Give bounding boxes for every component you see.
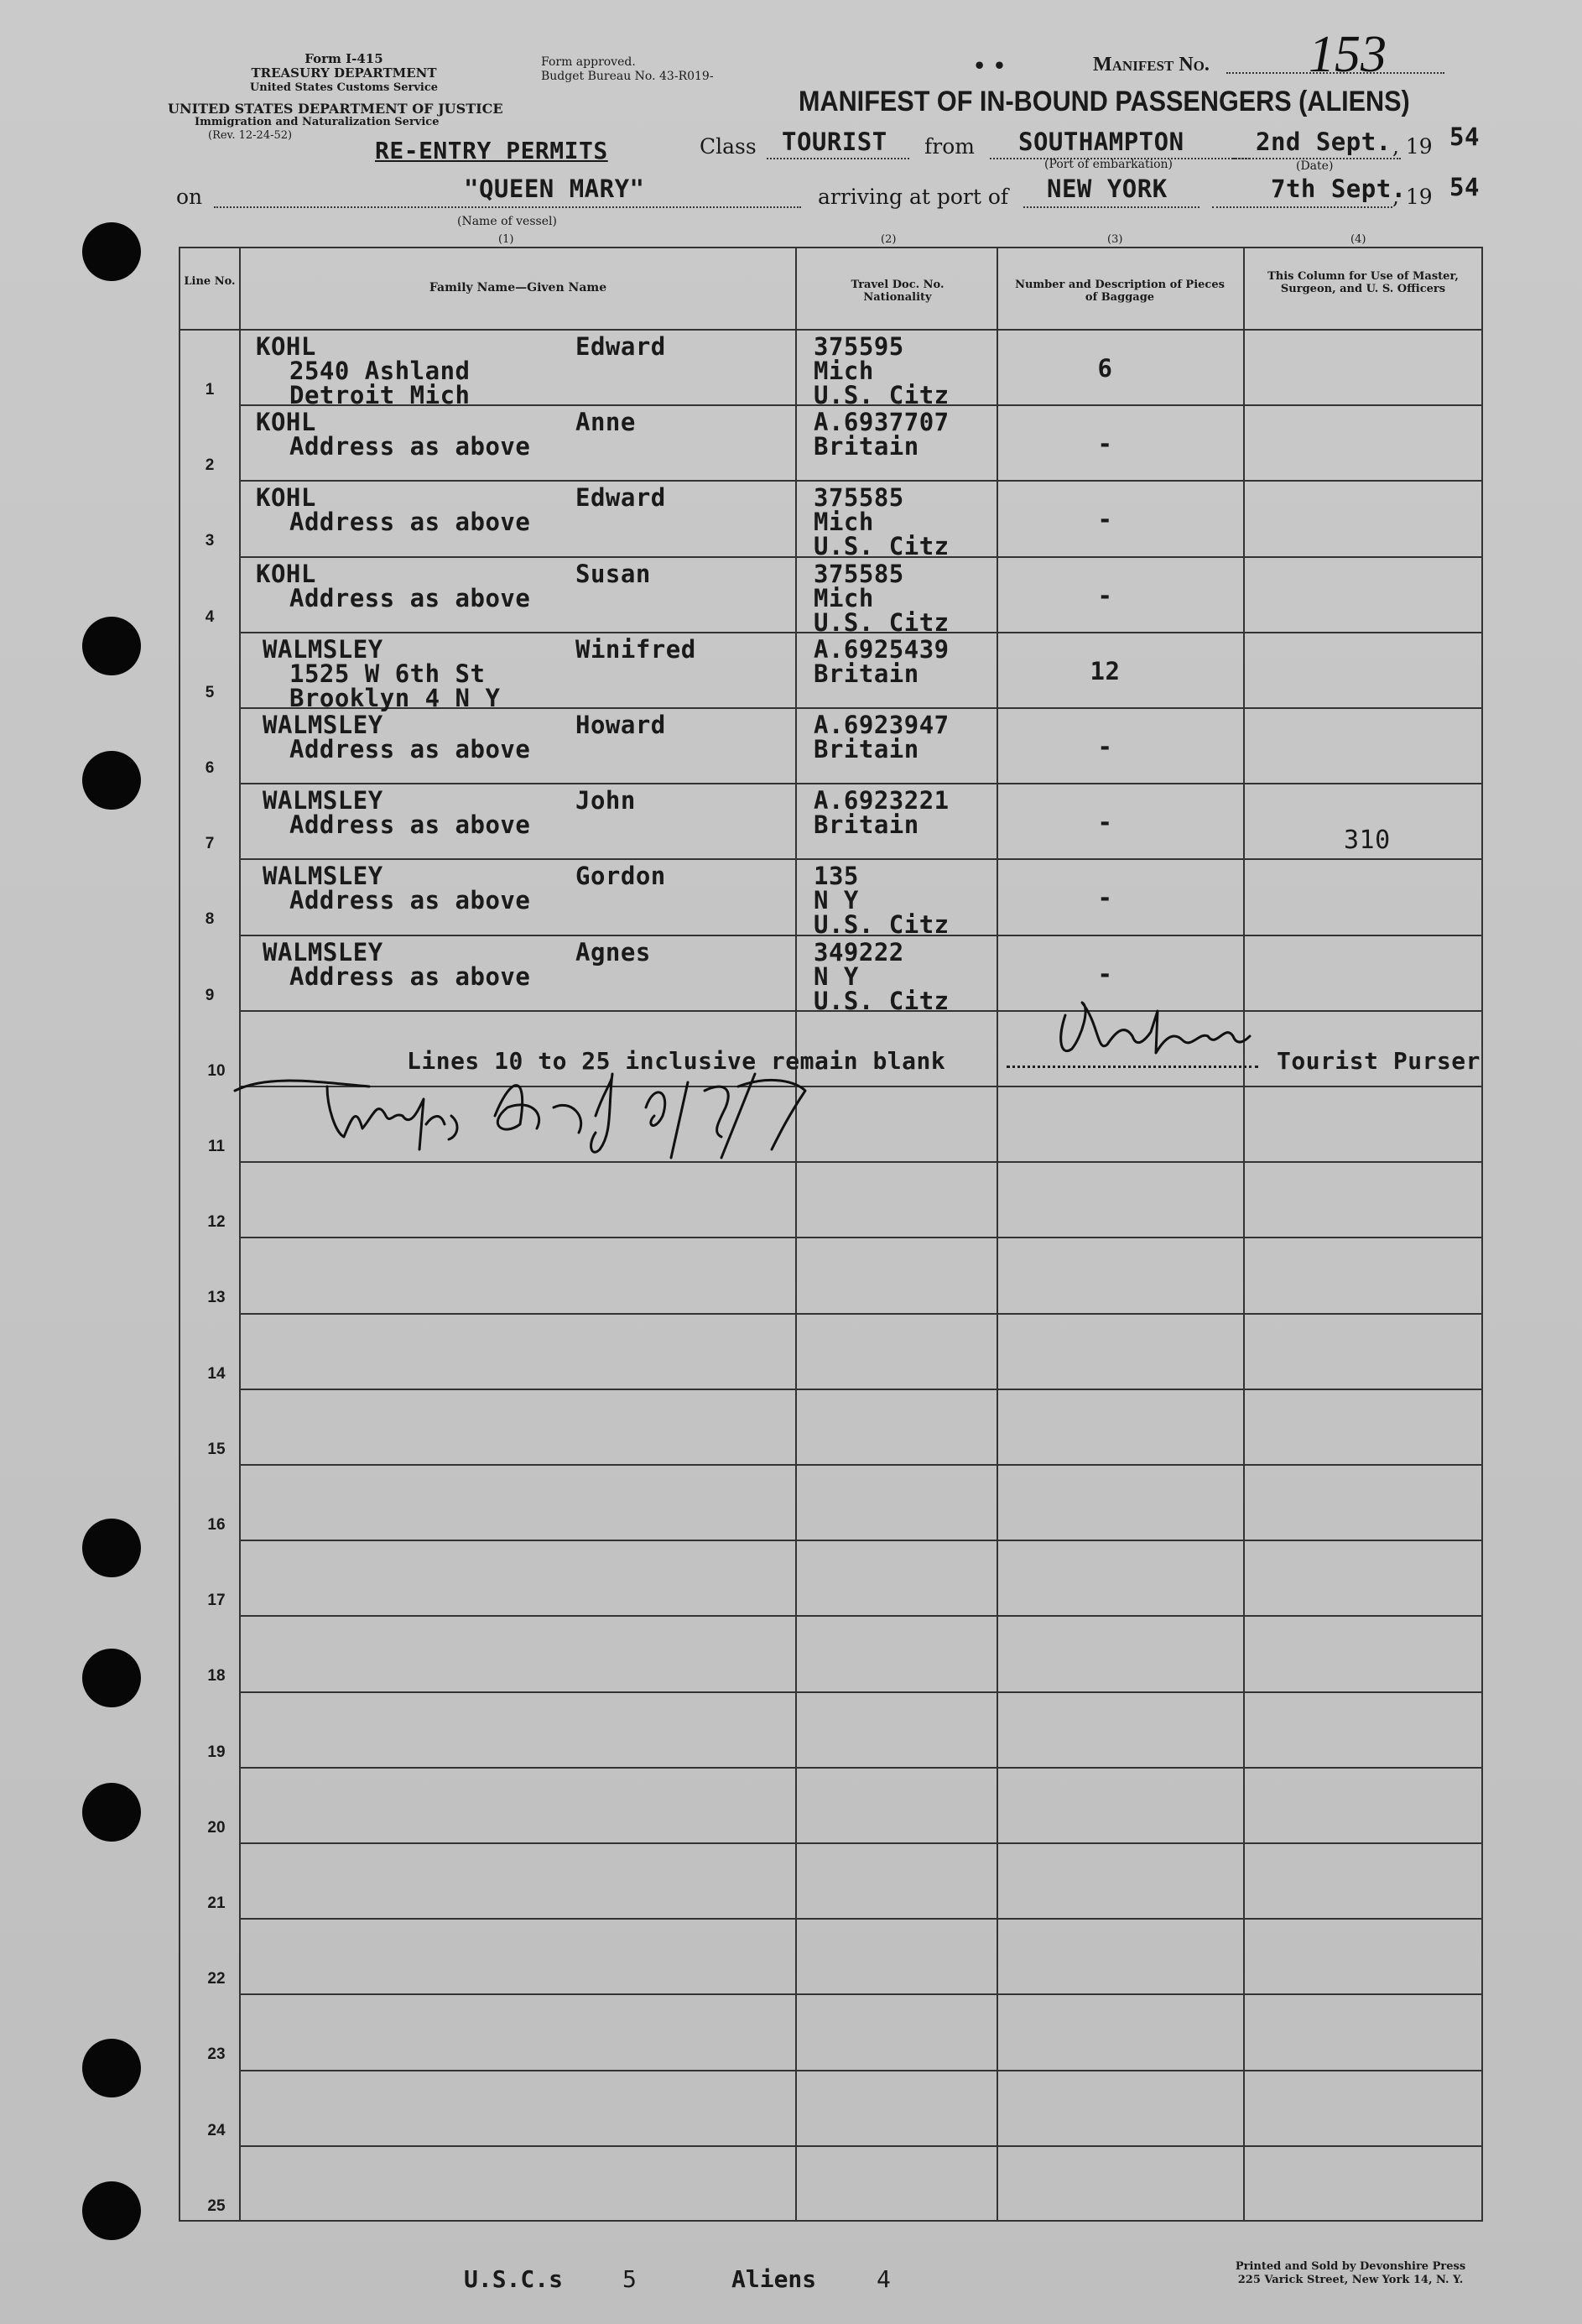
form-approved: Form approved. [541,55,636,69]
col-num-1: (1) [498,233,514,246]
form-number: Form I-415 [304,51,383,66]
baggage-count: - [1097,732,1113,761]
row-divider [239,1389,1481,1390]
address-line-1: Address as above [289,962,531,991]
manifest-title: MANIFEST OF IN-BOUND PASSENGERS (ALIENS) [799,86,1410,117]
baggage-count: 12 [1090,657,1121,685]
date-caption: (Date) [1296,159,1334,173]
empty-line-number: 20 [207,1819,226,1837]
address-line-1: Address as above [289,810,531,839]
col-header-name: Family Name—Given Name [429,281,607,294]
col-num-4: (4) [1350,233,1366,246]
family-name: KOHL [256,560,316,588]
vessel-name: "QUEEN MARY" [464,175,645,203]
form-service: United States Customs Service [249,81,439,94]
class-label: Class [700,134,757,159]
handwritten-signatures [218,990,1560,1175]
arrival-port: NEW YORK [1047,175,1168,203]
empty-line-number: 25 [207,2197,226,2215]
col-header-officers: This Column for Use of Master, Surgeon, and U. S. Officers [1267,270,1459,295]
given-name: Gordon [575,862,666,890]
row-divider [239,1615,1481,1617]
manifest-number: 153 [1309,26,1387,83]
blank-lines-note: Lines 10 to 25 inclusive remain blank [407,1047,946,1075]
binder-hole [82,1649,141,1707]
binder-hole [82,1519,141,1577]
row-divider [239,1237,1481,1238]
col-header-baggage: Number and Description of Pieces of Baggage [1015,279,1225,304]
line-number: 3 [205,532,215,550]
budget-info [541,55,714,84]
budget-number: Budget Bureau No. 43-R019- [541,70,714,83]
address-line-1: 2540 Ashland [289,357,471,385]
family-name: WALMSLEY [263,938,383,967]
address-line-1: Address as above [289,735,531,763]
address-line-1: Address as above [289,584,531,612]
travel-doc-number: 349222 [814,938,904,967]
permits-stamp: RE-ENTRY PERMITS [375,137,608,164]
travel-doc-number: 375585 [814,483,904,512]
arriving-label: arriving at port of [818,185,1009,209]
nationality-line-1: Britain [814,659,919,688]
travel-doc-number: 375585 [814,560,904,588]
nationality-line-1: N Y [814,886,859,914]
line-number: 4 [205,608,215,626]
doj-name: UNITED STATES DEPARTMENT OF JUSTICE [168,101,503,117]
line-number: 5 [205,684,215,701]
row-divider [239,1313,1481,1315]
col-num-2: (2) [881,233,897,246]
binder-hole [82,751,141,810]
empty-line-number: 18 [207,1667,226,1685]
uscs-label: U.S.C.s [464,2265,564,2293]
given-name: Edward [575,483,666,512]
form-revision: (Rev. 12-24-52) [208,129,293,142]
family-name: KOHL [256,332,316,361]
family-name: WALMSLEY [263,711,383,739]
family-name: KOHL [256,408,316,436]
year-prefix: , 19 [1392,185,1433,209]
empty-line-number: 16 [207,1516,226,1534]
nationality-line-2: U.S. Citz [814,910,950,939]
nationality-line-2: U.S. Citz [814,381,950,409]
empty-line-number: 13 [207,1289,226,1306]
port-embark-caption: (Port of embarkation) [1044,158,1173,171]
row-divider [239,1842,1481,1844]
line-number: 6 [205,759,215,777]
family-name: WALMSLEY [263,862,383,890]
margin-note: 310 [1344,826,1391,855]
manifest-dots: • • [973,54,1007,78]
given-name: Winifred [575,635,696,664]
aliens-label: Aliens [731,2265,817,2293]
travel-doc-number: 135 [814,862,859,890]
line-number: 7 [205,835,215,852]
empty-line-number: 24 [207,2122,226,2139]
row-divider [239,480,1481,482]
row-divider [239,1918,1481,1920]
row-divider [239,1993,1481,1995]
binder-hole [82,1783,141,1842]
uscs-count: 5 [622,2265,637,2293]
travel-doc-number: A.6925439 [814,635,950,664]
travel-doc-number: 375595 [814,332,904,361]
row-divider [239,2070,1481,2071]
empty-line-number: 21 [207,1894,226,1912]
form-agency: TREASURY DEPARTMENT [251,65,437,81]
row-divider [239,858,1481,860]
embark-year: 54 [1449,122,1480,151]
vessel-caption: (Name of vessel) [457,215,557,228]
baggage-count: - [1097,960,1113,988]
given-name: Edward [575,332,666,361]
binder-hole [82,2181,141,2240]
empty-line-number: 23 [207,2045,226,2063]
printer-info [1195,2260,1506,2287]
manifest-label: Manifest No. [1093,54,1210,76]
nationality-line-1: Mich [814,584,874,612]
row-divider [239,1540,1481,1541]
given-name: Susan [575,560,651,588]
binder-hole [82,222,141,281]
nationality-line-2: U.S. Citz [814,608,950,637]
baggage-count: - [1097,430,1113,458]
row-divider [239,1767,1481,1769]
col-num-3: (3) [1107,233,1123,246]
family-name: KOHL [256,483,316,512]
aliens-count: 4 [877,2265,891,2293]
nationality-line-1: Britain [814,810,919,839]
given-name: John [575,786,636,815]
col-header-travel-doc: Travel Doc. No. Nationality [851,279,945,304]
nationality-line-1: Mich [814,357,874,385]
arrival-year: 54 [1449,173,1480,201]
row-divider [239,783,1481,784]
family-name: WALMSLEY [263,786,383,815]
from-label: from [924,134,975,159]
empty-line-number: 14 [207,1365,226,1383]
nationality-line-2: U.S. Citz [814,987,950,1015]
empty-line-number: 10 [207,1062,226,1080]
line-number: 2 [205,456,215,474]
row-divider [239,1464,1481,1466]
printer-line-2: 225 Varick Street, New York 14, N. Y. [1237,2274,1464,2286]
purser-title: Tourist Purser [1277,1047,1481,1075]
travel-doc-number: A.6937707 [814,408,950,436]
family-name: WALMSLEY [263,635,383,664]
baggage-count: - [1097,808,1113,836]
empty-line-number: 15 [207,1441,226,1458]
given-name: Howard [575,711,666,739]
nationality-line-1: Britain [814,432,919,461]
row-divider [239,2145,1481,2147]
empty-line-number: 19 [207,1743,226,1761]
binder-hole [82,2039,141,2097]
arrival-date: 7th Sept. [1271,175,1407,203]
ins-name: Immigration and Naturalization Service [195,116,440,128]
line-number: 9 [205,987,215,1004]
class-value: TOURIST [782,128,887,156]
printer-line-1: Printed and Sold by Devonshire Press [1235,2260,1466,2273]
line-number: 1 [205,381,215,399]
travel-doc-number: A.6923947 [814,711,950,739]
on-label: on [176,185,203,209]
binder-hole [82,617,141,675]
empty-line-number: 17 [207,1592,226,1609]
travel-doc-number: A.6923221 [814,786,950,815]
empty-line-number: 11 [207,1138,226,1155]
address-line-1: Address as above [289,432,531,461]
nationality-line-1: Mich [814,508,874,536]
row-divider [239,1691,1481,1693]
given-name: Agnes [575,938,651,967]
nationality-line-2: U.S. Citz [814,532,950,560]
address-line-2: Brooklyn 4 N Y [289,684,501,712]
baggage-count: - [1097,505,1113,534]
col-header-line-no: Line No. [184,275,236,288]
baggage-count: - [1097,581,1113,610]
form-info [226,52,461,95]
given-name: Anne [575,408,636,436]
line-number: 8 [205,910,215,928]
nationality-line-1: N Y [814,962,859,991]
embark-date: 2nd Sept. [1256,128,1392,156]
baggage-count: 6 [1097,354,1113,383]
year-prefix: , 19 [1392,134,1433,159]
address-line-1: Address as above [289,886,531,914]
empty-line-number: 22 [207,1970,226,1988]
embarkation-port: SOUTHAMPTON [1018,128,1184,156]
address-line-2: Detroit Mich [289,381,471,409]
nationality-line-1: Britain [814,735,919,763]
address-line-1: Address as above [289,508,531,536]
baggage-count: - [1097,883,1113,912]
empty-line-number: 12 [207,1213,226,1231]
address-line-1: 1525 W 6th St [289,659,486,688]
